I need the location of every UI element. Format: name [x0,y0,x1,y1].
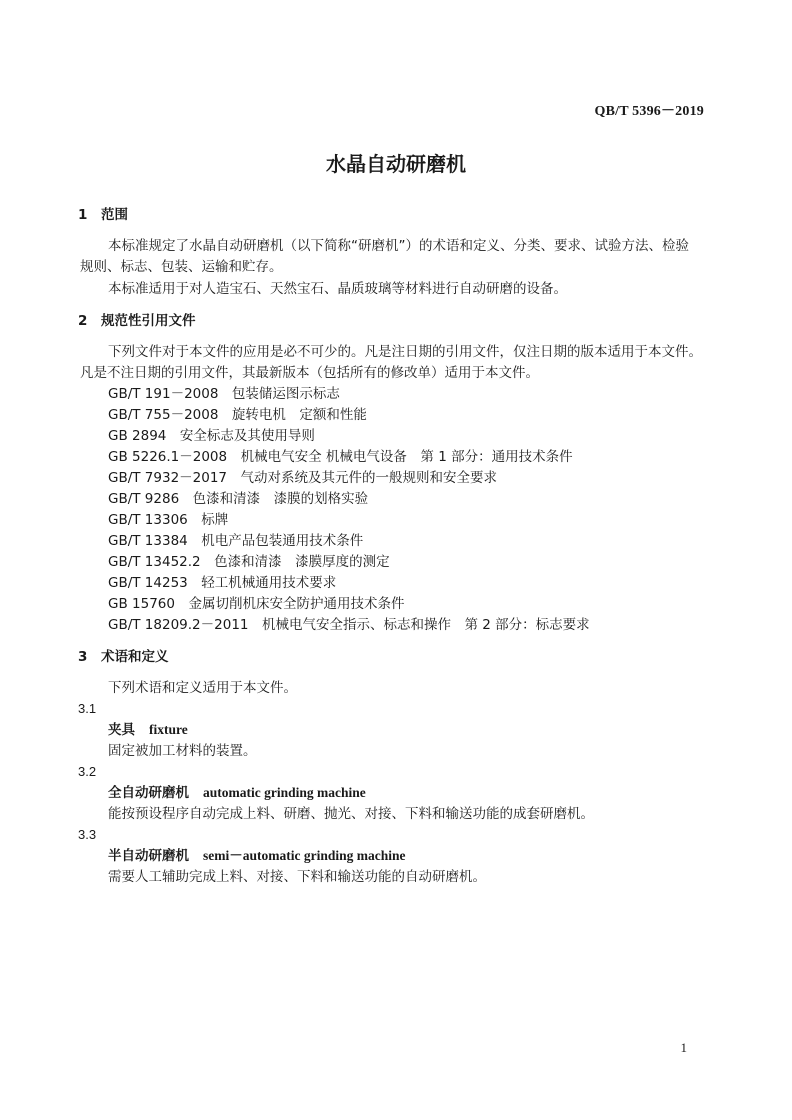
normative-paragraph-line-2: 凡是不注日期的引用文件，其最新版本（包括所有的修改单）适用于本文件。 [80,365,539,381]
term-cn: 半自动研磨机 [108,848,189,864]
reference-item: GB/T 191－2008 包装储运图示标志 [108,386,340,402]
section-number: 3 [78,649,88,665]
reference-item: GB 2894 安全标志及其使用导则 [108,428,315,444]
term-heading [108,784,366,802]
reference-item: GB/T 18209.2－2011 机械电气安全指示、标志和操作 第 2 部分：标志要求 [108,617,590,633]
reference-item: GB 15760 金属切削机床安全防护通用技术条件 [108,596,405,612]
reference-item: GB/T 9286 色漆和清漆 漆膜的划格实验 [108,491,369,507]
reference-item: GB/T 14253 轻工机械通用技术要求 [108,575,337,591]
standard-code: QB/T 5396－2019 [594,104,704,119]
section-title: 术语和定义 [101,649,169,665]
scope-paragraph-line-3: 本标准适用于对人造宝石、天然宝石、晶质玻璃等材料进行自动研磨的设备。 [108,281,567,297]
term-en: automatic grinding machine [203,785,366,800]
section-number: 2 [78,313,88,329]
reference-item: GB/T 755－2008 旋转电机 定额和性能 [108,407,367,423]
section-2-heading [78,312,196,330]
scope-paragraph-line-1: 本标准规定了水晶自动研磨机（以下简称“研磨机”）的术语和定义、分类、要求、试验方法、检验 [108,238,689,254]
term-number: 3.3 [78,827,97,842]
term-cn: 全自动研磨机 [108,785,189,801]
section-3-heading [78,648,169,666]
reference-item: GB/T 13306 标牌 [108,512,229,528]
section-title: 规范性引用文件 [101,313,196,329]
term-heading [108,721,188,739]
term-definition: 需要人工辅助完成上料、对接、下料和输送功能的自动研磨机。 [108,869,486,885]
reference-item: GB 5226.1－2008 机械电气安全 机械电气设备 第 1 部分：通用技术条件 [108,449,573,465]
scope-paragraph-line-2: 规则、标志、包装、运输和贮存。 [80,259,283,275]
term-number: 3.2 [78,764,97,779]
reference-item: GB/T 7932－2017 气动对系统及其元件的一般规则和安全要求 [108,470,498,486]
page-number: 1 [680,1040,687,1055]
reference-item: GB/T 13452.2 色漆和清漆 漆膜厚度的测定 [108,554,390,570]
document-title: 水晶自动研磨机 [326,152,466,176]
term-definition: 能按预设程序自动完成上料、研磨、抛光、对接、下料和输送功能的成套研磨机。 [108,806,594,822]
term-number: 3.1 [78,701,97,716]
normative-paragraph-line-1: 下列文件对于本文件的应用是必不可少的。凡是注日期的引用文件，仅注日期的版本适用于本文件。 [108,344,702,360]
term-cn: 夹具 [108,722,135,738]
section-title: 范围 [101,207,128,223]
term-en: fixture [149,722,188,737]
term-definition: 固定被加工材料的装置。 [108,743,257,759]
terms-intro: 下列术语和定义适用于本文件。 [108,680,297,696]
section-1-heading [78,206,128,224]
reference-item: GB/T 13384 机电产品包装通用技术条件 [108,533,364,549]
term-heading [108,847,406,865]
section-number: 1 [78,207,88,223]
term-en: semi－automatic grinding machine [203,848,406,863]
